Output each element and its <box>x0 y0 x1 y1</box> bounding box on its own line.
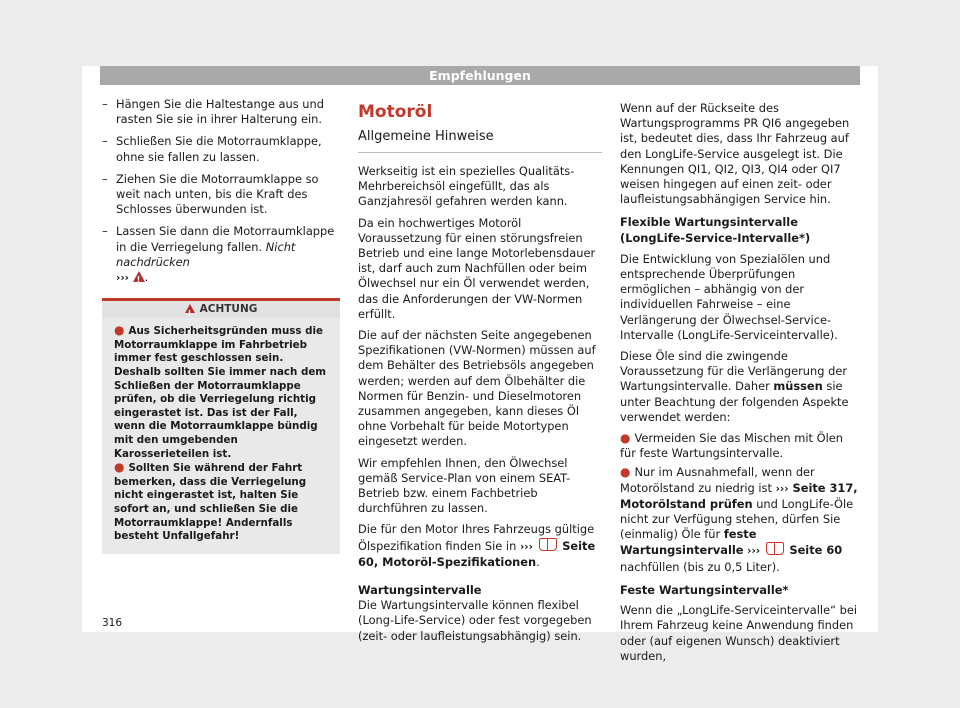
paragraph: Die Wartungsintervalle können flexibel (Long-Life-Service) oder fest vorgegeben (zeit- oder laufleistungsabhängig) sein. <box>358 598 592 643</box>
warning-header <box>102 298 340 318</box>
warning-body <box>102 318 340 544</box>
list-item: ● Vermeiden Sie das Mischen mit Ölen für feste Wartungsintervalle. <box>620 431 843 461</box>
reference-arrows[interactable]: ››› <box>775 482 789 495</box>
reference-arrows[interactable]: ››› <box>519 540 533 553</box>
book-icon[interactable] <box>539 538 557 551</box>
bullet-icon: ● <box>114 323 125 338</box>
warning-box <box>102 298 340 554</box>
warning-bullet: ● Aus Sicherheitsgründen muss die Motorraumklappe im Fahrbetrieb immer fest geschlossen sein. Deshalb sollten Sie immer nach dem Schließen der Motorraumklappe prüfen, ob die Verriegelung richtig eingerastet ist. Das ist der Fall, wenn die Motorraumklappe bündig mit den umgebenden Karosserieteilen ist. <box>114 323 327 460</box>
reference-arrows[interactable]: ››› <box>116 272 129 285</box>
page-link[interactable]: Seite 60, Motoröl-Spezifikationen <box>358 538 596 569</box>
section-title: Motoröl <box>358 102 433 122</box>
paragraph: Wenn die „LongLife-Serviceintervalle“ bei Ihrem Fahrzeug keine Anwendung finden oder (auf eigenen Wunsch) deaktiviert wurden, <box>620 603 858 663</box>
bullet-icon: ● <box>620 465 631 480</box>
paragraph: Die für den Motor Ihres Fahrzeugs gültige Ölspezifikation finden Sie in ››› Seite 60, Motoröl-Spezifikationen. <box>358 522 596 569</box>
subheading: Wartungsintervalle <box>358 583 482 598</box>
running-header: Empfehlungen <box>100 66 860 85</box>
list-item: ● Nur im Ausnahmefall, wenn der Motorölstand zu niedrig ist ››› Seite 317, Motorölstand prüfen und LongLife-Öle nicht zur Verfügung stehen, dürfen Sie (einmalig) Öle für feste Wartungsintervalle ››› Seite 60 nachfüllen (bis zu 0,5 Liter). <box>620 465 858 574</box>
reference-arrows[interactable]: ››› <box>747 545 761 558</box>
paragraph: Werkseitig ist ein spezielles Qualitäts-Mehrbereichsöl eingefüllt, das als Ganzjahresöl gefahren werden kann. <box>358 164 575 209</box>
bullet-icon: ● <box>620 431 631 446</box>
warning-bullet: ● Sollten Sie während der Fahrt bemerken, dass die Verriegelung nicht eingerastet ist, halten Sie sofort an, und schließen Sie die Motorraumklappe! Andernfalls besteht Unfallgefahr! <box>114 460 307 543</box>
book-icon[interactable] <box>766 542 784 555</box>
list-item: – Lassen Sie dann die Motorraumklappe in die Verriegelung fallen. Nicht nachdrücken ››› ! . <box>102 224 340 286</box>
warning-label: ACHTUNG <box>199 303 258 316</box>
bullet-icon: ● <box>114 460 125 475</box>
subheading: Flexible Wartungsintervalle (LongLife-Service-Intervalle*) <box>620 215 811 245</box>
column-middle <box>358 101 602 650</box>
page-link[interactable]: Seite 317, Motorölstand prüfen <box>620 480 858 511</box>
paragraph: Wenn auf der Rückseite des Wartungsprogramms PR QI6 angegeben ist, bedeutet dies, dass Ihr Fahrzeug auf den LongLife-Service ausgelegt ist. Die Kennungen QI1, QI2, QI3, QI4 oder QI7 weisen hingegen auf einen zeit- oder laufleistungsabhängigen Service hin. <box>620 101 850 207</box>
list-item: – Hängen Sie die Haltestange aus und rasten Sie sie in ihrer Halterung ein. <box>102 97 340 127</box>
list-item: – Ziehen Sie die Motorraumklappe so weit nach unten, bis die Kraft des Schlosses überwunden ist. <box>102 172 340 218</box>
column-left <box>102 97 340 554</box>
page-link[interactable]: Seite 60 <box>789 543 843 558</box>
paragraph: Diese Öle sind die zwingende Voraussetzung für die Verlängerung der Wartungsintervalle. Daher müssen sie unter Beachtung der folgenden Aspekte verwendet werden: <box>620 349 849 424</box>
subheading: Feste Wartungsintervalle* <box>620 582 789 597</box>
page-number: 316 <box>102 617 123 629</box>
paragraph: Die auf der nächsten Seite angegebenen Spezifikationen (VW-Normen) müssen auf dem Behälter des Betriebsöls angegeben werden; werden auf dem Ölbehälter die Normen für Benzin- und Dieselmotoren zusammen angegeben, kann dieses Öl ohne Vorbehalt für beide Motortypen eingesetzt werden. <box>358 328 596 449</box>
subsection-title: Allgemeine Hinweise <box>358 128 602 153</box>
paragraph: Da ein hochwertiges Motoröl Voraussetzung für einen störungsfreien Betrieb und eine lange Motorlebensdauer ist, darf auch zum Nachfüllen oder beim Ölwechsel nur ein Öl verwendet werden, das die Anforderungen der VW-Normen erfüllt. <box>358 215 596 321</box>
paragraph: Wir empfehlen Ihnen, den Ölwechsel gemäß Service-Plan von einem SEAT-Betrieb bzw. einem Fachbetrieb durchführen zu lassen. <box>358 455 571 516</box>
warning-triangle-icon <box>185 304 195 313</box>
italic-note: Nicht nachdrücken <box>116 239 296 269</box>
column-right <box>620 101 860 670</box>
list-item: – Schließen Sie die Motorraumklappe, ohne sie fallen zu lassen. <box>102 134 340 164</box>
paragraph: Die Entwicklung von Spezialölen und entsprechende Überprüfungen ermöglichen – abhängig von der individuellen Fahrweise – eine Verlängerung der Ölwechsel-Service-Intervalle (LongLife-Serviceintervalle). <box>620 251 838 342</box>
warning-triangle-icon[interactable] <box>133 271 145 282</box>
